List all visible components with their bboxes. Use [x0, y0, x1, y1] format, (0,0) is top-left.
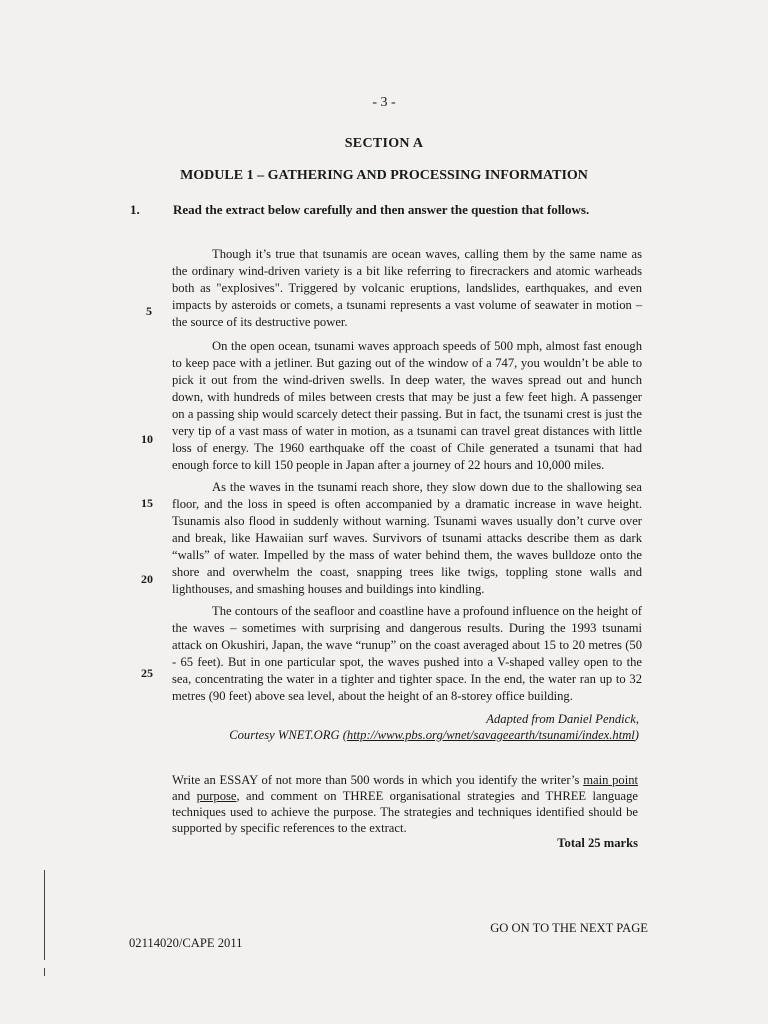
attribution-source — [200, 728, 639, 743]
question-number: 1. — [130, 202, 140, 217]
task-text-3: , and comment on THREE organisational strategies and THREE language techniques used to achieve the purpose. The strategies and techniques identified should be supported by specific references to the extract. — [172, 789, 638, 835]
line-number-25: 25 — [141, 666, 153, 680]
margin-line — [44, 968, 45, 976]
margin-line — [44, 870, 45, 960]
extract-paragraph-1 — [172, 246, 642, 331]
paragraph-text: On the open ocean, tsunami waves approach speeds of 500 mph, almost fast enough to keep pace with a jetliner. But gazing out of the window of a 747, you wouldn’t be able to pick it out from the wind-driven swells. In deep water, the waves spread out and hunch down, with hundreds of miles between crests that may be just a few feet high. A passenger on a passing ship would scarcely detect their passing. But in fact, the tsunami crest is just the very tip of a vast mass of water in motion, as a tsunami can travel great distances with little loss of energy. The 1960 earthquake off the coast of Chile generated a tsunami that had enough force to kill 150 people in Japan after a journey of 22 hours and 10,000 miles. — [172, 339, 642, 472]
question-instruction: Read the extract below carefully and then answer the question that follows. — [173, 202, 590, 217]
line-number-5: 5 — [146, 304, 152, 318]
essay-task — [172, 772, 638, 836]
line-number-20: 20 — [141, 572, 153, 586]
next-page-note: GO ON TO THE NEXT PAGE — [490, 921, 648, 935]
line-number-10: 10 — [141, 432, 153, 446]
extract-paragraph-2 — [172, 338, 642, 474]
extract-paragraph-3 — [172, 479, 642, 598]
purpose-text: purpose — [196, 789, 237, 803]
paper-code: 02114020/CAPE 2011 — [129, 936, 243, 950]
section-title: SECTION A — [344, 136, 424, 151]
task-text-1: Write an ESSAY of not more than 500 words in which you identify the writer’s — [172, 773, 584, 787]
main-point-text: main point — [583, 773, 638, 787]
attribution-author: Adapted from Daniel Pendick, — [486, 712, 639, 726]
paragraph-text: Though it’s true that tsunamis are ocean waves, calling them by the same name as the ordinary wind-driven variety is a bit like referring to firecrackers and atomic warheads both as "explosives". Triggered by volcanic eruptions, landslides, earthquakes, and even impacts by asteroids or comets, a tsunami represents a vast volume of seawater in motion – the source of its destructive power. — [172, 247, 642, 329]
extract-paragraph-4 — [172, 603, 642, 705]
line-number-15: 15 — [141, 496, 153, 510]
paragraph-text: As the waves in the tsunami reach shore, they slow down due to the shallowing sea floor, and the loss in speed is often accompanied by a dramatic increase in wave height. Tsunamis also flood in suddenly without warning. Tsunami waves usually don’t curve over and break, like Hawaiian surf waves. Survivors of tsunami attacks describe them as dark “walls” of water. Impelled by the mass of water behind them, the waves bulldoze onto the shore and overwhelm the coast, snapping trees like twigs, toppling stone walls and lighthouses, and smashing houses and buildings into kindling. — [172, 480, 642, 596]
source-link[interactable]: http://www.pbs.org/wnet/savageearth/tsunami/index.html — [346, 728, 635, 742]
module-title: MODULE 1 – GATHERING AND PROCESSING INFORMATION — [180, 168, 588, 183]
task-text-2: and — [172, 789, 197, 803]
attribution-prefix: Courtesy WNET.ORG ( — [229, 728, 347, 742]
page-number: - 3 - — [372, 95, 396, 110]
attribution-suffix: ) — [634, 728, 639, 742]
total-marks: Total 25 marks — [557, 836, 638, 850]
paragraph-text: The contours of the seafloor and coastline have a profound influence on the height of the waves – sometimes with surprising and dangerous results. During the 1993 tsunami attack on Okushiri, Japan, the wave “runup” on the coast averaged about 15 to 20 metres (50 - 65 feet). But in one particular spot, the waves pushed into a V-shaped valley open to the sea, concentrating the water in a tighter and tighter space. In the end, the water ran up to 32 metres (90 feet) above sea level, about the height of an 8-storey office building. — [172, 604, 642, 703]
